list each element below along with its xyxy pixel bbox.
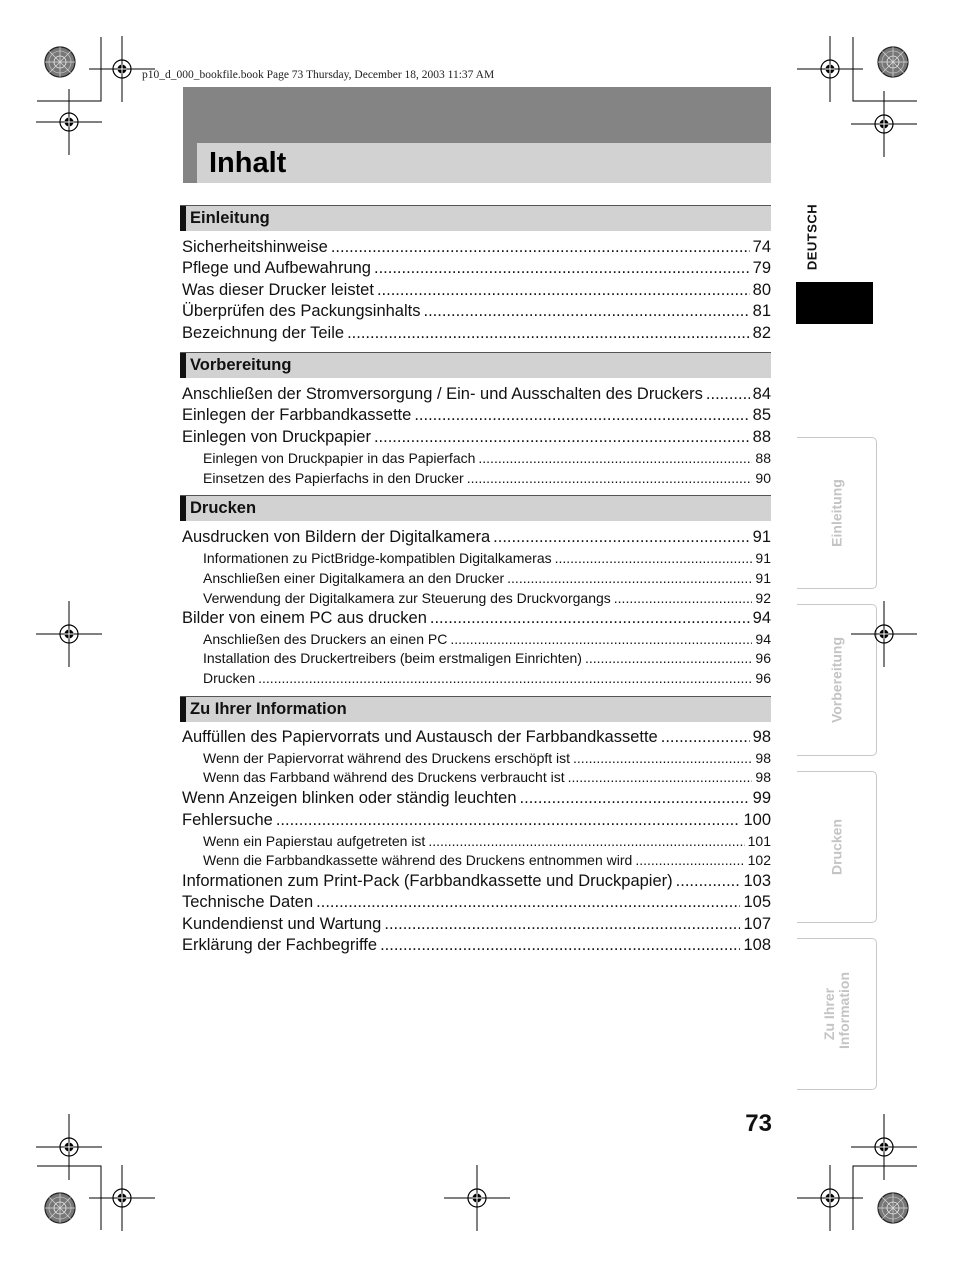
toc-entry-page: 94: [752, 609, 771, 627]
toc-entry-title: Installation des Druckertreibers (beim erstmaligen Einrichten): [203, 650, 582, 666]
toc-entry-page: 80: [752, 281, 771, 299]
toc-entry-page: 84: [752, 385, 771, 403]
toc-entry-page: 88: [755, 450, 771, 466]
toc-entry-title: Einlegen der Farbbandkassette: [182, 406, 412, 424]
toc-entry-page: 91: [755, 550, 771, 566]
toc-entry-page: 99: [752, 789, 771, 807]
toc-entry-page: 102: [747, 852, 771, 868]
toc-entry-title: Informationen zum Print-Pack (Farbbandkassette und Druckpapier): [182, 872, 673, 890]
toc-entry-title: Wenn die Farbbandkassette während des Druckens entnommen wird: [203, 852, 633, 868]
sidebar-tab-label: Drucken: [828, 818, 844, 876]
toc-entry-page: 92: [755, 590, 771, 606]
toc-entry-title: Einsetzen des Papierfachs in den Drucker: [203, 470, 464, 486]
toc-entry-page: 91: [752, 528, 771, 546]
language-label-text: DEUTSCH: [804, 203, 820, 271]
toc-entry-page: 91: [755, 570, 771, 586]
section-heading-label: Vorbereitung: [190, 356, 292, 374]
toc-entry-title: Einlegen von Druckpapier: [182, 428, 371, 446]
toc-entry-page: 108: [743, 936, 771, 954]
toc-entry-title: Ausdrucken von Bildern der Digitalkamera: [182, 528, 491, 546]
toc-entry-page: 79: [752, 259, 771, 277]
toc-entry-title: Fehlersuche: [182, 811, 273, 829]
toc-entry-page: 98: [755, 750, 771, 766]
toc-entry-title: Verwendung der Digitalkamera zur Steuerung des Druckvorgangs: [203, 590, 611, 606]
toc-entry-title: Wenn der Papiervorrat während des Druckens erschöpft ist: [203, 750, 571, 766]
toc-entry-page: 103: [743, 872, 771, 890]
toc-entry-page: 101: [747, 833, 771, 849]
toc-entry-title: Wenn das Farbband während des Druckens verbraucht ist: [203, 769, 565, 785]
section-heading-label: Einleitung: [190, 209, 270, 227]
toc-entry-title: Sicherheitshinweise: [182, 238, 328, 256]
toc-entry-title: Bilder von einem PC aus drucken: [182, 609, 427, 627]
sidebar-tab-label: Einleitung: [828, 479, 844, 547]
toc-entry-page: 105: [743, 893, 771, 911]
page-number: 73: [745, 1110, 772, 1137]
toc-entry-title: Anschließen einer Digitalkamera an den Drucker: [203, 570, 505, 586]
toc-entry-page: 85: [752, 406, 771, 424]
toc-entry-title: Überprüfen des Packungsinhalts: [182, 302, 421, 320]
toc-entry-page: 94: [755, 631, 771, 647]
toc-entry-title: Drucken: [203, 670, 256, 686]
sidebar-tab-label: Zu Ihrer Information: [820, 972, 852, 1049]
toc-entry-page: 96: [755, 650, 771, 666]
section-heading-label: Zu Ihrer Information: [190, 700, 347, 718]
toc-entry-page: 98: [755, 769, 771, 785]
toc-entry-title: Kundendienst und Wartung: [182, 915, 382, 933]
toc-entry-title: Technische Daten: [182, 893, 314, 911]
toc-entry-page: 74: [752, 238, 771, 256]
toc-entry-title: Bezeichnung der Teile: [182, 324, 345, 342]
toc-entry-page: 82: [752, 324, 771, 342]
toc-entry-title: Wenn ein Papierstau aufgetreten ist: [203, 833, 426, 849]
toc-entry-page: 100: [743, 811, 771, 829]
toc-entry-title: Wenn Anzeigen blinken oder ständig leuchten: [182, 789, 517, 807]
toc-entry-title: Anschließen der Stromversorgung / Ein- und Ausschalten des Druckers: [182, 385, 703, 403]
toc-entry-page: 98: [752, 728, 771, 746]
toc-entry-title: Was dieser Drucker leistet: [182, 281, 374, 299]
toc-entry-page: 88: [752, 428, 771, 446]
toc-entry-page: 81: [752, 302, 771, 320]
toc-entry-title: Anschließen des Druckers an einen PC: [203, 631, 448, 647]
page-title: Inhalt: [209, 147, 287, 179]
print-header-line: p10_d_000_bookfile.book Page 73 Thursday, December 18, 2003 11:37 AM: [142, 69, 495, 81]
toc-entry-title: Einlegen von Druckpapier in das Papierfach: [203, 450, 476, 466]
toc-entry-title: Auffüllen des Papiervorrats und Austausch der Farbbandkassette: [182, 728, 658, 746]
toc-entry-title: Informationen zu PictBridge-kompatiblen Digitalkameras: [203, 550, 552, 566]
toc-entry-page: 96: [755, 670, 771, 686]
toc-entry-title: Pflege und Aufbewahrung: [182, 259, 371, 277]
toc-entry-page: 90: [755, 470, 771, 486]
section-heading-label: Drucken: [190, 499, 257, 517]
toc-entry-page: 107: [743, 915, 771, 933]
toc-entry-title: Erklärung der Fachbegriffe: [182, 936, 378, 954]
sidebar-tab-label: Vorbereitung: [828, 636, 844, 724]
